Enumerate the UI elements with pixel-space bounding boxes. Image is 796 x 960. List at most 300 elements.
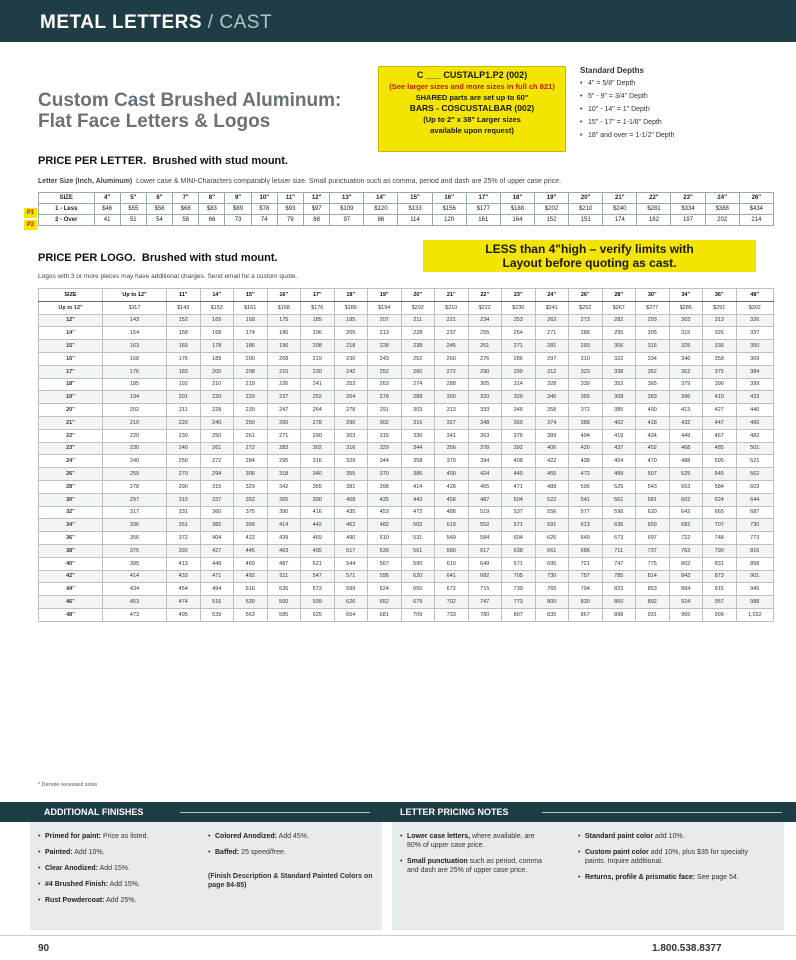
logo-price-cell: 259 [103,468,167,481]
logo-row-label: 36" [39,532,103,545]
logo-col-header: 17" [301,289,335,302]
logo-price-cell: 404 [200,532,234,545]
logo-price-cell: 228 [368,340,402,353]
letter-price-cell: 174 [603,215,637,226]
logo-price-cell: 264 [502,327,536,340]
logo-price-cell: 394 [468,455,502,468]
logo-col-header: 15" [234,289,268,302]
logo-price-cell: 356 [103,532,167,545]
logo-price-cell: 473 [103,608,167,621]
logo-price-cell: 539 [368,544,402,557]
logo-price-cell: 831 [703,557,737,570]
logo-col-header: 28" [602,289,636,302]
logo-row-label: 23" [39,442,103,455]
logo-note: Logos with 3 or more pieces may have additional charges. Send email for a custom quote. [38,273,298,280]
logo-price-cell: 175 [267,314,301,327]
finish-item-text: Add 15%. [109,881,140,888]
logo-price-cell: 348 [468,416,502,429]
product-code-line6: available upon request) [430,126,514,135]
logo-price-cell: 423 [736,391,774,404]
letter-price-cell: $240 [603,204,637,215]
table-row [39,480,774,493]
letter-sizes-note: Lower case & MINI-Characters comparably lesser size. Small punctuation such as comma, period and dash are 25% of upper case price. [136,178,562,185]
logo-price-cell: 390 [301,493,335,506]
logo-price-cell: 626 [334,596,368,609]
logo-price-cell: 218 [334,340,368,353]
logo-price-cell: 562 [736,468,774,481]
logo-price-cell: 331 [167,506,201,519]
letter-col-header: 20" [569,193,603,204]
logo-price-cell: 372 [167,532,201,545]
logo-price-cell: 384 [736,365,774,378]
logo-price-cell: 230 [103,442,167,455]
logo-price-cell: 341 [435,429,469,442]
logo-price-cell: 356 [435,442,469,455]
logo-price-cell: 858 [736,557,774,570]
logo-price-cell: 310 [167,493,201,506]
logo-price-cell: 440 [736,404,774,417]
logo-price-cell: 485 [703,442,737,455]
letter-price-cell: 152 [534,215,568,226]
logo-price-cell: 522 [535,493,569,506]
letter-price-cell: 58 [173,215,199,226]
letter-price-cell: 51 [120,215,146,226]
logo-price-cell: 374 [535,416,569,429]
logo-price-cell: 278 [103,480,167,493]
logo-row-label: 20" [39,404,103,417]
logo-price-cell: 290 [334,416,368,429]
logo-price-cell: 297 [535,352,569,365]
logo-price-cell: 707 [703,519,737,532]
logo-price-cell: 673 [602,532,636,545]
logo-price-cell: 316 [636,340,670,353]
logo-price-cell: 671 [502,557,536,570]
logo-price-cell: 472 [569,468,603,481]
logo-price-cell: 390 [267,506,301,519]
logo-price-cell: 454 [167,583,201,596]
logo-price-cell: 474 [167,596,201,609]
logo-price-cell: 278 [334,404,368,417]
letter-price-cell: 66 [199,215,225,226]
logo-price-cell: 302 [368,416,402,429]
logo-price-cell: 158 [167,327,201,340]
logo-price-cell: 176 [167,352,201,365]
logo-price-cell: 261 [468,340,502,353]
logo-price-cell: 410 [703,391,737,404]
logo-price-cell: 342 [267,480,301,493]
logo-price-cell: 901 [736,570,774,583]
logo-price-cell: 763 [669,544,703,557]
letter-col-header: SIZE [39,193,95,204]
finish-item-text: Add 10%. [74,849,105,856]
logo-price-cell: 843 [669,570,703,583]
logo-price-cell: 288 [401,391,435,404]
logo-price-table [38,288,774,622]
table-row [39,378,774,391]
logo-price-cell: 440 [502,468,536,481]
logo-price-cell: 370 [368,468,402,481]
logo-price-cell: 517 [334,544,368,557]
logo-price-cell: 453 [103,596,167,609]
letter-col-header: 6" [146,193,172,204]
product-code-line2: (See larger sizes and more sizes in full ch 821) [389,82,555,91]
letter-sizes-label-bold: Letter Size (Inch, Aluminum) [38,178,133,185]
letter-col-header: 11" [277,193,303,204]
logo-price-cell: 340 [301,468,335,481]
logo-price-cell: 201 [167,391,201,404]
logo-price-cell: 344 [401,442,435,455]
logo-price-cell: 288 [435,378,469,391]
logo-price-cell: 163 [103,340,167,353]
logo-price-cell: 241 [301,378,335,391]
logo-price-cell: 220 [200,391,234,404]
logo-price-cell: 544 [334,557,368,570]
logo-price-cell: $168 [267,301,301,314]
logo-price-cell: 278 [301,416,335,429]
letter-price-table [38,192,774,226]
logo-price-cell: $210 [435,301,469,314]
logo-price-cell: 702 [435,596,469,609]
logo-price-cell: 472 [401,506,435,519]
logo-price-cell: 196 [267,340,301,353]
letter-col-header: 13" [330,193,364,204]
letter-price-cell: $120 [364,204,398,215]
logo-price-cell: 435 [334,506,368,519]
logo-price-cell: 154 [103,327,167,340]
page-title-line1: Custom Cast Brushed Aluminum: [38,90,342,111]
logo-price-cell: 988 [736,596,774,609]
logo-price-cell: 168 [200,327,234,340]
logo-price-cell: 482 [368,519,402,532]
table-row [39,493,774,506]
finish-item-label: Rust Powdercoat: [45,897,105,904]
price-per-letter-sub: Brushed with stud mount. [152,155,288,167]
finish-item-text: 25 speed/free. [241,849,286,856]
logo-price-cell: 306 [602,340,636,353]
letter-col-header: 4" [94,193,120,204]
letter-col-header: 5" [120,193,146,204]
pricing-note-text: such as period, comma and dash are 25% of upper case price. [407,858,542,874]
table-row [39,340,774,353]
logo-price-cell: 860 [602,596,636,609]
logo-price-cell: 326 [736,314,774,327]
logo-price-cell: 506 [569,480,603,493]
logo-price-cell: 652 [368,596,402,609]
product-code-box [378,66,566,152]
logo-price-cell: 290 [301,429,335,442]
letter-price-cell: 88 [304,215,330,226]
logo-price-cell: 362 [669,365,703,378]
pricing-note [578,873,758,882]
logo-price-cell: 545 [703,468,737,481]
logo-price-cell: $285 [669,301,703,314]
logo-price-cell: $277 [636,301,670,314]
price-per-letter-heading [38,155,288,167]
logo-price-cell: 404 [569,429,603,442]
logo-price-cell: 519 [435,519,469,532]
logo-price-cell: 454 [602,455,636,468]
table-row [39,596,774,609]
letter-price-cell: $46 [94,204,120,215]
logo-price-cell: 299 [502,365,536,378]
logo-price-cell: 672 [435,583,469,596]
logo-price-cell: 208 [267,352,301,365]
logo-price-cell: 1,032 [736,608,774,621]
logo-price-cell: 427 [200,544,234,557]
logo-price-cell: 230 [167,429,201,442]
logo-price-cell: 654 [334,608,368,621]
logo-price-cell: 386 [401,468,435,481]
logo-price-cell: 536 [267,583,301,596]
logo-col-header: 18" [334,289,368,302]
finish-item [38,896,198,905]
logo-row-label: 22" [39,429,103,442]
finish-item [38,848,198,857]
logo-row-label: 38" [39,544,103,557]
table-row [39,532,774,545]
logo-row-label: 40" [39,557,103,570]
logo-price-cell: 351 [167,519,201,532]
logo-price-cell: 261 [200,442,234,455]
logo-price-cell: 210 [200,378,234,391]
logo-price-cell: 189 [200,352,234,365]
table-row [39,204,774,215]
logo-price-cell: 242 [334,365,368,378]
less-note-line1: LESS than 4"high – verify limits with [485,242,694,256]
price-per-logo-title: PRICE PER LOGO. [38,252,136,264]
product-code-line1: C ___ CUSTALP1.P2 (002) [416,70,528,80]
logo-price-cell: 682 [468,570,502,583]
logo-price-cell: 355 [334,468,368,481]
logo-price-cell: 757 [569,570,603,583]
logo-price-cell: 240 [103,455,167,468]
letter-col-header: 8" [199,193,225,204]
letter-col-header: 23" [671,193,705,204]
logo-price-cell: 185 [301,314,335,327]
logo-price-cell: 322 [602,352,636,365]
logo-price-cell: 603 [736,480,774,493]
logo-price-cell: 438 [569,455,603,468]
logo-row-label: 24" [39,455,103,468]
logo-price-cell: 178 [200,340,234,353]
logo-price-cell: 468 [669,442,703,455]
logo-price-cell: 278 [368,391,402,404]
logo-price-cell: 168 [103,352,167,365]
logo-price-cell: 303 [669,314,703,327]
logo-price-cell: 598 [602,506,636,519]
logo-price-cell: 427 [703,404,737,417]
letter-col-header: 15" [398,193,432,204]
logo-price-cell: 379 [669,378,703,391]
logo-price-cell: 502 [401,519,435,532]
logo-price-cell: 247 [267,404,301,417]
logo-price-cell: 315 [368,429,402,442]
logo-price-cell: 252 [301,391,335,404]
finish-item [38,864,198,873]
logo-price-cell: 721 [569,557,603,570]
logo-price-cell: 300 [435,391,469,404]
logo-row-label: Up to 12" [39,301,103,314]
logo-price-cell: 314 [502,378,536,391]
logo-price-cell: 604 [502,532,536,545]
logo-price-cell: 924 [669,596,703,609]
letter-col-header: 18" [500,193,534,204]
logo-price-cell: 185 [103,378,167,391]
section-title-sep: / [202,12,220,33]
logo-price-cell: $161 [234,301,268,314]
logo-price-cell: 422 [535,455,569,468]
logo-price-cell: 602 [669,493,703,506]
logo-price-cell: 261 [234,429,268,442]
logo-price-cell: 747 [468,596,502,609]
logo-price-cell: 390 [703,378,737,391]
logo-price-cell: 730 [535,570,569,583]
logo-price-cell: 271 [267,429,301,442]
logo-row-label: 28" [39,480,103,493]
logo-price-cell: 413 [167,557,201,570]
logo-price-cell: 511 [267,570,301,583]
depth-item: • 10" - 14" = 1" Depth [580,105,780,114]
pricing-notes-col2 [578,832,758,889]
letter-col-header: 9" [225,193,251,204]
finish-item [38,880,198,889]
footer-divider [0,935,796,936]
logo-price-cell: 183 [167,365,201,378]
logo-price-cell: 302 [301,442,335,455]
logo-price-cell: 420 [569,442,603,455]
letter-price-cell: $210 [569,204,603,215]
logo-price-cell: 510 [368,532,402,545]
table-row [39,404,774,417]
logo-price-cell: 595 [368,570,402,583]
logo-price-cell: 262 [535,314,569,327]
logo-price-cell: 428 [435,480,469,493]
logo-price-cell: 253 [502,314,536,327]
logo-price-cell: 260 [401,365,435,378]
depth-item: • 18" and over = 1-1/2" Depth [580,131,780,140]
logo-row-label: 21" [39,416,103,429]
band-rule-left [180,812,370,813]
finish-item [208,848,376,857]
logo-price-cell: 344 [368,455,402,468]
logo-price-cell: 392 [502,442,536,455]
logo-price-cell: 965 [669,608,703,621]
logo-price-cell: 355 [569,391,603,404]
logo-price-cell: 695 [535,557,569,570]
letter-row-label: 1 - Less [39,204,95,215]
logo-price-cell: 365 [636,378,670,391]
logo-price-cell: 303 [334,429,368,442]
logo-price-cell: 263 [368,378,402,391]
phone-number: 1.800.538.8377 [652,943,722,954]
logo-price-cell: 816 [736,544,774,557]
pricing-note [400,857,550,875]
table-row [39,468,774,481]
logo-price-cell: 272 [234,442,268,455]
logo-price-cell: 213 [368,327,402,340]
logo-price-cell: 487 [267,557,301,570]
logo-price-cell: 507 [636,468,670,481]
logo-price-cell: 313 [435,404,469,417]
letter-col-header: 19" [534,193,568,204]
logo-price-cell: $117 [103,301,167,314]
letter-price-cell: 197 [671,215,705,226]
letter-price-cell: $68 [173,204,199,215]
logo-price-cell: 271 [502,340,536,353]
logo-price-cell: 186 [267,327,301,340]
product-code-line4: BARS - COSCUSTALBAR (002) [409,103,535,113]
logo-price-cell: 794 [569,583,603,596]
logo-price-cell: 221 [435,314,469,327]
logo-price-cell: 931 [636,608,670,621]
logo-price-cell: 382 [200,519,234,532]
logo-price-cell: 240 [167,442,201,455]
logo-price-cell: 317 [103,506,167,519]
logo-price-cell: 460 [736,416,774,429]
letter-price-cell: 79 [277,215,303,226]
logo-price-cell: 638 [502,544,536,557]
logo-price-cell: 620 [401,570,435,583]
letter-price-cell: 120 [432,215,466,226]
logo-col-header: 34" [669,289,703,302]
logo-price-cell: 295 [267,455,301,468]
finish-item [208,832,376,841]
logo-price-cell: 202 [103,404,167,417]
logo-price-cell: 375 [703,365,737,378]
table-row [39,442,774,455]
pricing-note-label: Lower case letters, [407,833,471,840]
letter-col-header: 10" [251,193,277,204]
logo-price-cell: 272 [200,455,234,468]
letter-col-header: 16" [432,193,466,204]
logo-price-cell: 418 [636,416,670,429]
logo-price-cell: 192 [167,378,201,391]
logo-price-cell: 316 [334,442,368,455]
logo-price-cell: 165 [200,314,234,327]
logo-price-cell: 327 [435,416,469,429]
logo-price-cell: 552 [468,519,502,532]
logo-price-cell: 636 [602,519,636,532]
logo-price-cell: 219 [301,352,335,365]
letter-price-cell: $58 [146,204,172,215]
logo-price-cell: $176 [301,301,335,314]
logo-price-cell: 252 [401,352,435,365]
logo-price-cell: 687 [736,506,774,519]
table-row [39,570,774,583]
letter-col-header: 21" [603,193,637,204]
logo-price-cell: 519 [468,506,502,519]
logo-price-cell: 294 [200,468,234,481]
logo-price-cell: 686 [569,544,603,557]
page-header-bar [0,0,796,42]
logo-price-cell: 539 [200,608,234,621]
logo-row-label: 14" [39,327,103,340]
section-title [40,12,272,34]
logo-price-cell: 310 [569,352,603,365]
logo-price-cell: 305 [636,327,670,340]
logo-price-cell: 186 [234,340,268,353]
letter-header-row [39,193,774,204]
letter-col-header: 14" [364,193,398,204]
logo-price-cell: 293 [636,314,670,327]
logo-price-cell: 250 [234,416,268,429]
logo-price-cell: 573 [301,583,335,596]
logo-col-header: 11" [167,289,201,302]
letter-price-cell: 214 [739,215,773,226]
finish-item-text: Add 25%. [106,897,137,904]
band-rule-right [542,812,782,813]
logo-price-cell: 252 [368,365,402,378]
